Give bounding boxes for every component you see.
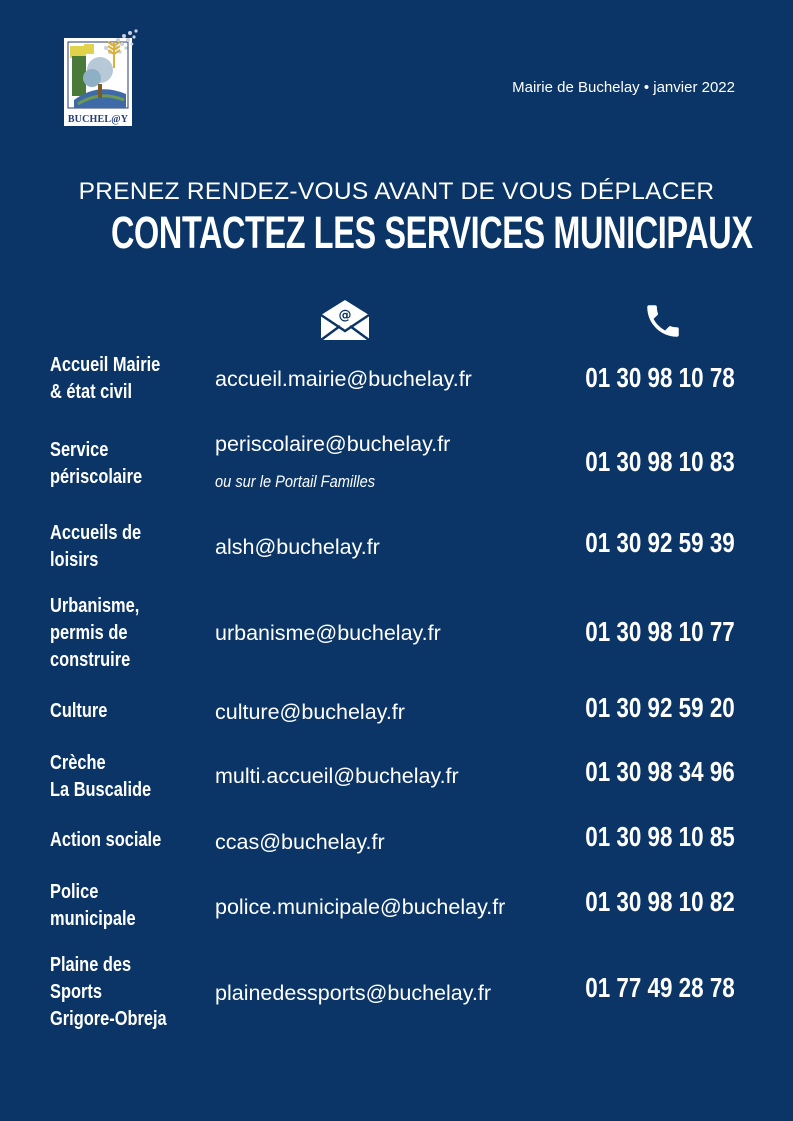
service-email[interactable]: alsh@buchelay.fr <box>215 535 380 559</box>
page-title: CONTACTEZ LES SERVICES MUNICIPAUX <box>111 207 753 258</box>
envelope-at-icon <box>318 297 372 348</box>
service-name: Crèche La Buscalide <box>50 752 152 801</box>
service-name: Service périscolaire <box>50 439 143 488</box>
service-email[interactable]: accueil.mairie@buchelay.fr <box>215 367 472 391</box>
service-phone[interactable]: 01 30 98 10 83 <box>585 446 735 477</box>
service-phone[interactable]: 01 30 92 59 20 <box>585 692 735 723</box>
service-name: Police municipale <box>50 881 136 930</box>
service-email[interactable]: urbanisme@buchelay.fr <box>215 621 441 645</box>
service-name: Plaine des Sports Grigore-Obreja <box>50 954 167 1030</box>
service-name: Accueils de loisirs <box>50 522 142 571</box>
service-phone[interactable]: 01 30 98 10 82 <box>585 886 735 917</box>
logo-text: BUCHEL@Y <box>67 114 129 125</box>
service-note[interactable]: ou sur le Portail Familles <box>215 472 376 491</box>
service-name: Culture <box>50 700 108 722</box>
service-name: Urbanisme, permis de construire <box>50 595 140 671</box>
service-phone[interactable]: 01 77 49 28 78 <box>585 972 735 1003</box>
page-subtitle: PRENEZ RENDEZ-VOUS AVANT DE VOUS DÉPLACER <box>78 178 715 205</box>
buchelay-logo <box>64 28 140 126</box>
service-name: Accueil Mairie & état civil <box>50 354 161 403</box>
service-email[interactable]: police.municipale@buchelay.fr <box>215 895 506 919</box>
service-email[interactable]: ccas@buchelay.fr <box>215 830 385 854</box>
svg-text:@: @ <box>338 308 352 323</box>
service-phone[interactable]: 01 30 98 10 85 <box>585 821 735 852</box>
header-meta: Mairie de Buchelay • janvier 2022 <box>512 79 735 96</box>
service-phone[interactable]: 01 30 98 10 78 <box>585 362 735 393</box>
service-email[interactable]: plainedessports@buchelay.fr <box>215 981 491 1005</box>
logo-wheat-icon <box>104 38 124 68</box>
service-email[interactable]: multi.accueil@buchelay.fr <box>215 764 459 788</box>
service-phone[interactable]: 01 30 98 10 77 <box>585 616 735 647</box>
phone-icon <box>642 300 684 347</box>
service-phone[interactable]: 01 30 92 59 39 <box>585 527 735 558</box>
service-phone[interactable]: 01 30 98 34 96 <box>585 756 735 787</box>
service-name: Action sociale <box>50 829 162 851</box>
service-email[interactable]: periscolaire@buchelay.fr <box>215 432 451 456</box>
service-email[interactable]: culture@buchelay.fr <box>215 700 405 724</box>
